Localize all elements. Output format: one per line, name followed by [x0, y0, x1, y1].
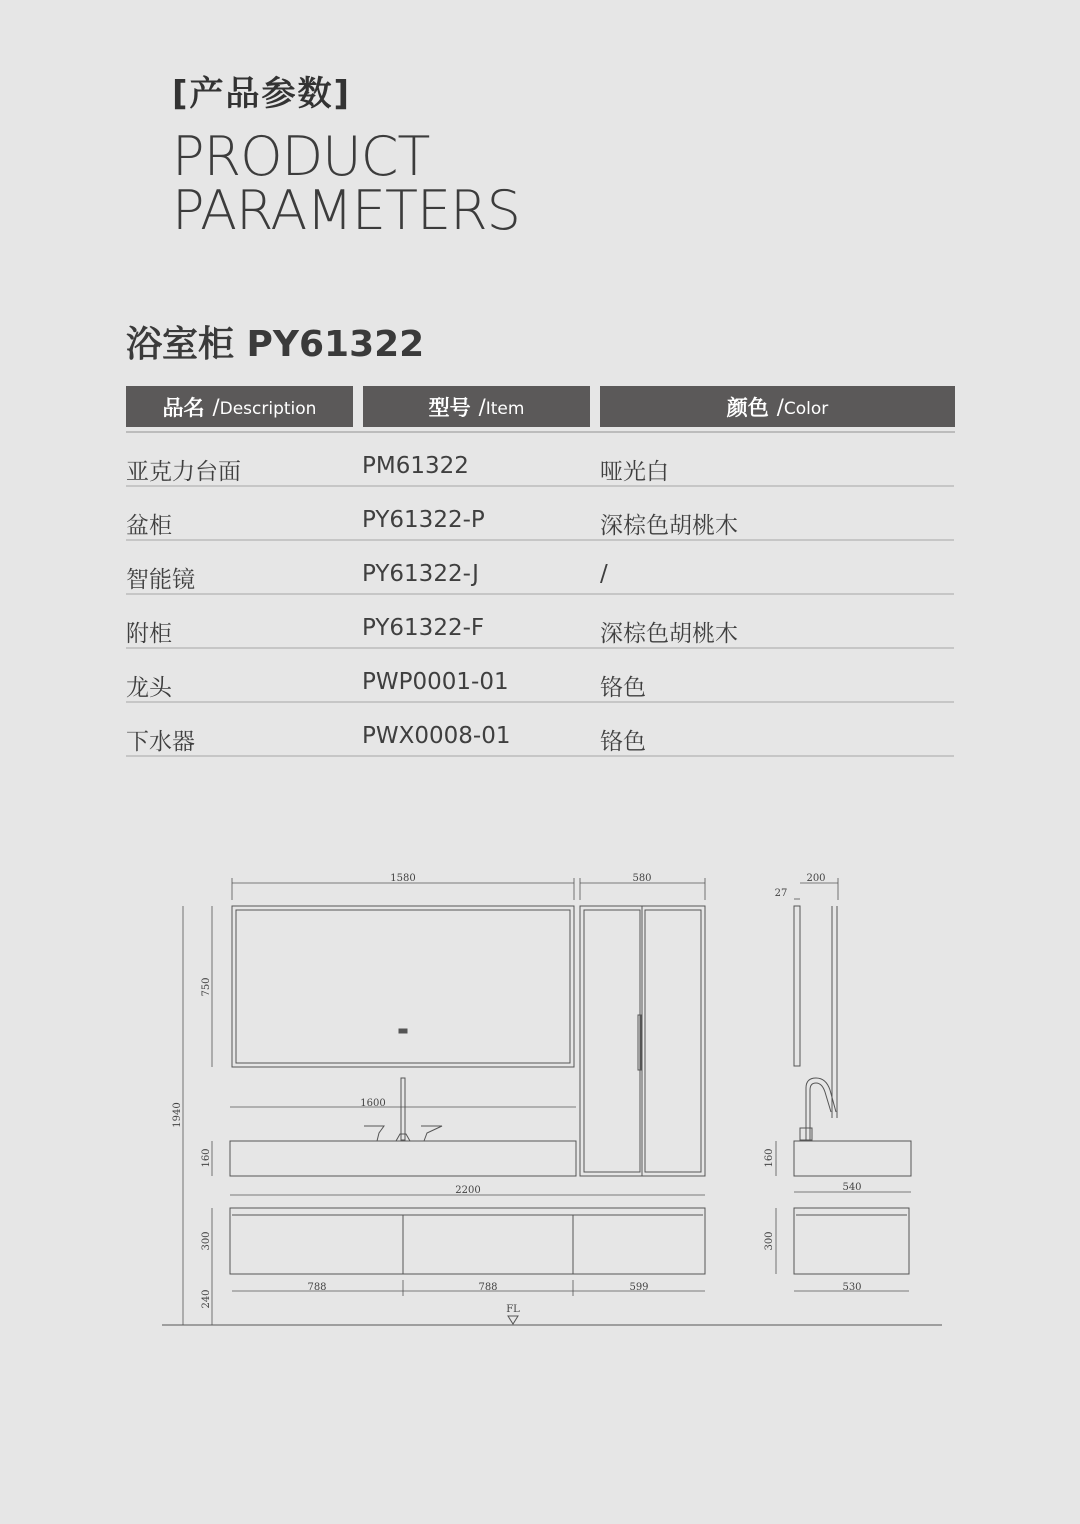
dim-label: 750	[201, 977, 212, 997]
column-header-en: Description	[219, 398, 317, 419]
cell-description: 盆柜	[126, 513, 172, 539]
dim-label: 200	[806, 873, 826, 884]
column-header-zh: 颜色	[726, 395, 769, 420]
dim-label: 580	[632, 873, 652, 884]
cell-color: 深棕色胡桃木	[600, 621, 738, 647]
column-header-description: 品名 / Description	[126, 386, 353, 427]
dim-label: 300	[201, 1231, 212, 1251]
dim-label: 2200	[455, 1185, 481, 1196]
cell-color: 铬色	[600, 675, 646, 701]
dim-label: 1940	[172, 1102, 183, 1128]
base-cabinet	[230, 1208, 705, 1274]
cell-item: PY61322-J	[362, 561, 479, 587]
mirror-inner	[236, 910, 570, 1063]
mirror-outer	[232, 906, 574, 1067]
cell-item: PWP0001-01	[362, 669, 509, 695]
cell-description: 下水器	[126, 729, 195, 755]
section-title-zh: [产品参数]	[172, 74, 352, 114]
cell-color: 哑光白	[600, 459, 669, 485]
floor-marker-icon	[508, 1316, 518, 1324]
cell-color: 铬色	[600, 729, 646, 755]
tall-cabinet-door-right	[645, 910, 701, 1172]
dim-label: 240	[201, 1289, 212, 1309]
cell-color: 深棕色胡桃木	[600, 513, 738, 539]
floor-label: FL	[506, 1304, 520, 1315]
column-header-zh: 型号	[428, 395, 471, 420]
cell-color: /	[600, 561, 608, 587]
column-header-item: 型号 / Item	[363, 386, 590, 427]
column-header-en: Color	[783, 398, 829, 419]
mirror-sensor-icon	[399, 1029, 407, 1033]
column-header-zh: 品名	[162, 395, 205, 420]
dim-label: 1600	[360, 1098, 386, 1109]
cell-item: PY61322-P	[362, 507, 485, 533]
dim-label: 160	[764, 1148, 775, 1168]
counter-front	[230, 1141, 576, 1176]
cell-item: PWX0008-01	[362, 723, 511, 749]
tall-cabinet-door-left	[584, 910, 640, 1172]
dim-label: 540	[842, 1182, 862, 1193]
section-title-en-line1: PRODUCT	[172, 125, 430, 188]
side-cabinet	[794, 1208, 909, 1274]
column-header-en: Item	[485, 398, 525, 419]
cell-description: 龙头	[126, 675, 172, 701]
dim-label: 300	[764, 1231, 775, 1251]
dim-label: 530	[842, 1282, 862, 1293]
dim-label: 160	[201, 1148, 212, 1168]
cell-description: 附柜	[126, 621, 172, 647]
side-counter	[794, 1141, 911, 1176]
column-header-color: 颜色 / Color	[600, 386, 955, 427]
dim-label: 1580	[390, 873, 416, 884]
faucet-front	[401, 1078, 405, 1140]
side-mirror	[794, 906, 800, 1066]
section-title-en-line2: PARAMETERS	[172, 179, 520, 242]
dim-label: 788	[307, 1282, 327, 1293]
cell-item: PY61322-F	[362, 615, 485, 641]
dim-label: 27	[774, 888, 788, 899]
cell-description: 亚克力台面	[126, 459, 241, 485]
dim-label: 788	[478, 1282, 498, 1293]
dim-label: 599	[629, 1282, 649, 1293]
cell-description: 智能镜	[126, 567, 195, 593]
cell-item: PM61322	[362, 453, 469, 479]
product-title: 浴室柜 PY61322	[126, 324, 425, 365]
